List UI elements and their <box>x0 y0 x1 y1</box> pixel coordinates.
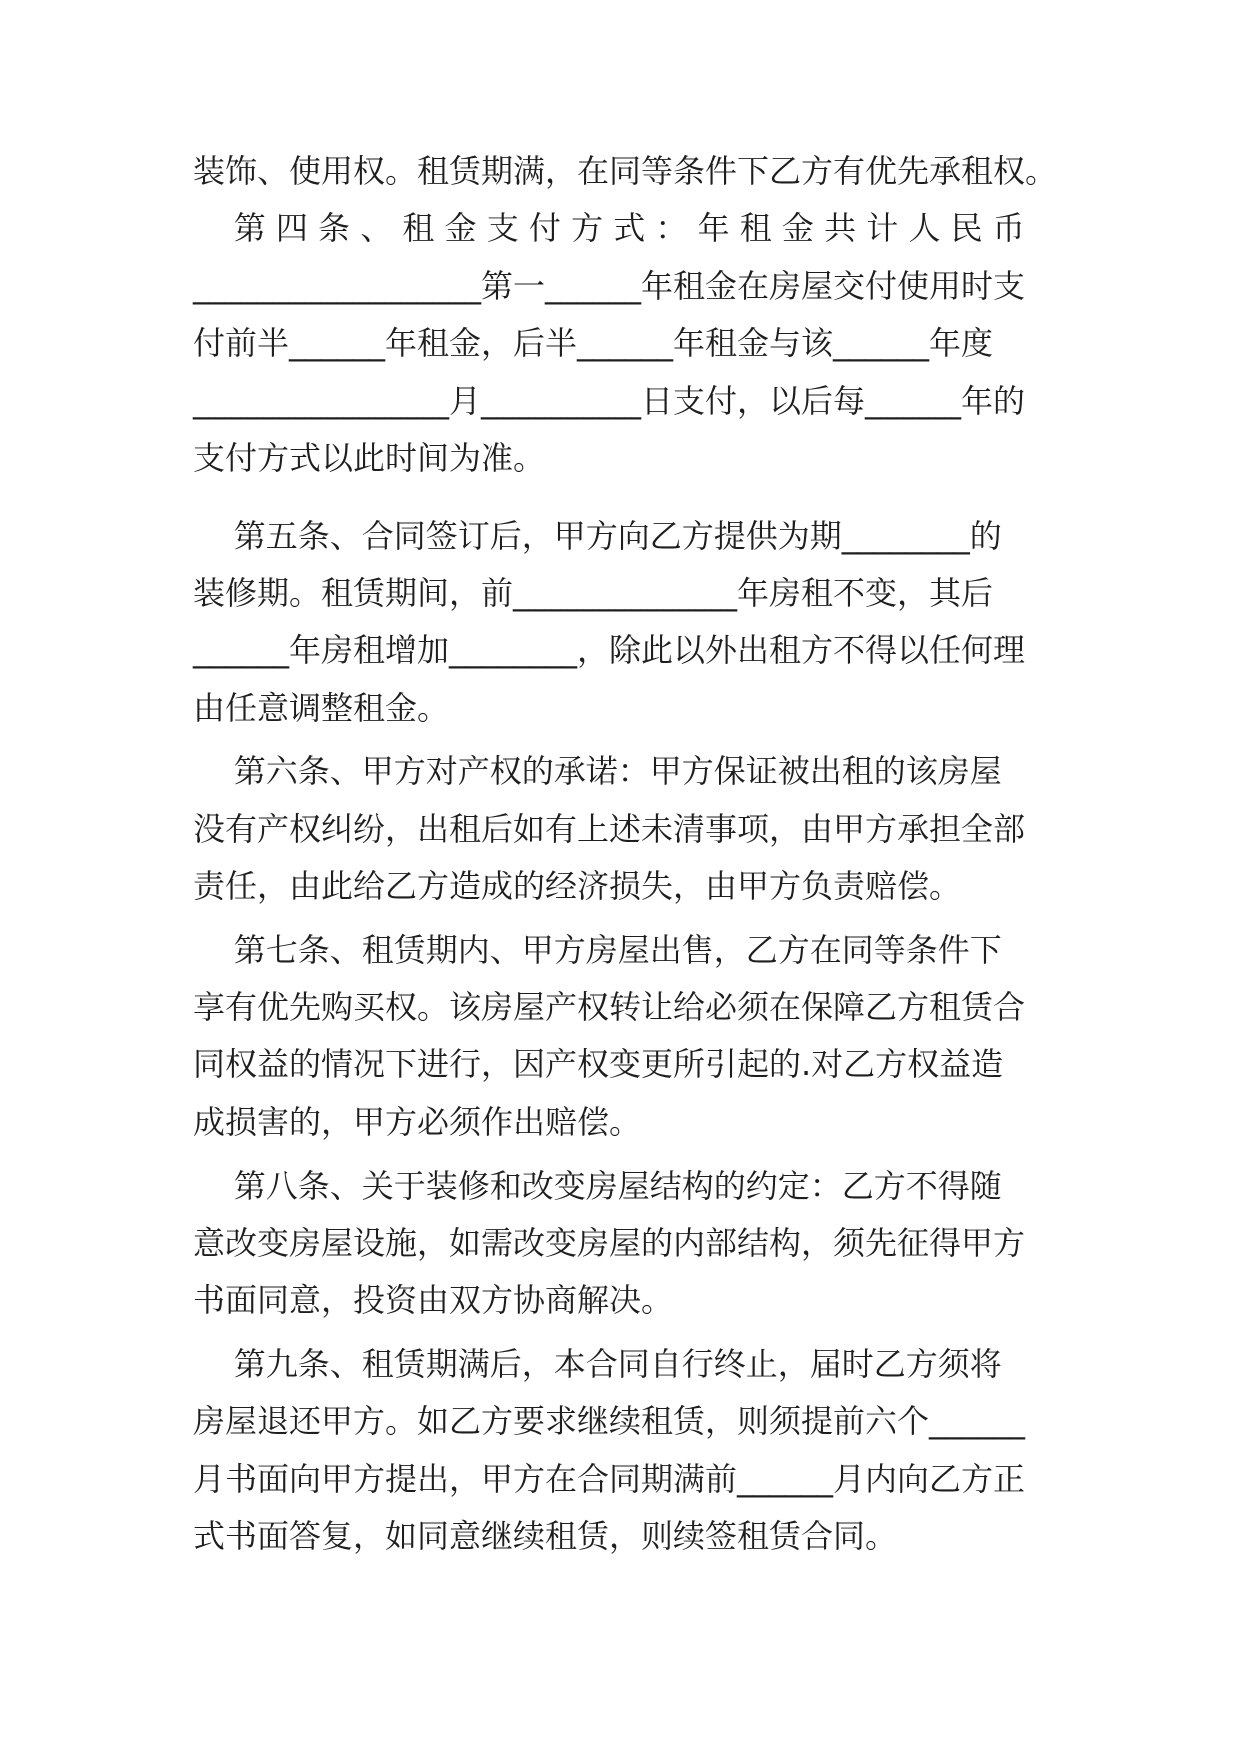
text-line: 付前半______年租金，后半______年租金与该______年度 <box>193 324 994 362</box>
text-line: 同权益的情况下进行，因产权变更所引起的.对乙方权益造 <box>193 1045 1004 1083</box>
text-line: 装修期。租赁期间，前______________年房租不变，其后 <box>193 574 994 612</box>
text-line: 第六条、甲方对产权的承诺：甲方保证被出租的该房屋 <box>193 752 1002 790</box>
text-line: 书面同意，投资由双方协商解决。 <box>193 1281 674 1319</box>
text-line: 意改变房屋设施，如需改变房屋的内部结构，须先征得甲方 <box>193 1224 1026 1262</box>
text-line: 由任意调整租金。 <box>193 689 450 727</box>
text-line: 成损害的，甲方必须作出赔偿。 <box>193 1103 642 1141</box>
text-line: 第 四 条 、 租 金 支 付 方 式 ： 年 租 金 共 计 人 民 币 <box>193 209 1025 247</box>
text-line: 式书面答复，如同意继续租赁，则续签租赁合同。 <box>193 1517 898 1555</box>
text-line: 第七条、租赁期内、甲方房屋出售，乙方在同等条件下 <box>193 931 1002 969</box>
text-line: 装饰、使用权。租赁期满，在同等条件下乙方有优先承租权。 <box>193 152 1058 190</box>
text-line: 月书面向甲方提出，甲方在合同期满前______月内向乙方正 <box>193 1460 1026 1498</box>
text-line: 没有产权纠纷，出租后如有上述未清事项，由甲方承担全部 <box>193 810 1026 848</box>
text-line: __________________第一______年租金在房屋交付使用时支 <box>193 267 1026 305</box>
text-line: 责任，由此给乙方造成的经济损失，由甲方负责赔偿。 <box>193 867 962 905</box>
text-line: ________________月__________日支付，以后每______年的 <box>193 382 1026 420</box>
text-line: 房屋退还甲方。如乙方要求继续租赁，则须提前六个______ <box>193 1402 1026 1440</box>
text-line: 第五条、合同签订后，甲方向乙方提供为期________的 <box>193 517 1002 555</box>
text-line: 第八条、关于装修和改变房屋结构的约定：乙方不得随 <box>193 1167 1002 1205</box>
text-line: 第九条、租赁期满后，本合同自行终止，届时乙方须将 <box>193 1345 1002 1383</box>
text-line: 支付方式以此时间为准。 <box>193 439 546 477</box>
text-line: 享有优先购买权。该房屋产权转让给必须在保障乙方租赁合 <box>193 988 1026 1026</box>
text-line: ______年房租增加________，除此以外出租方不得以任何理 <box>193 631 1026 669</box>
